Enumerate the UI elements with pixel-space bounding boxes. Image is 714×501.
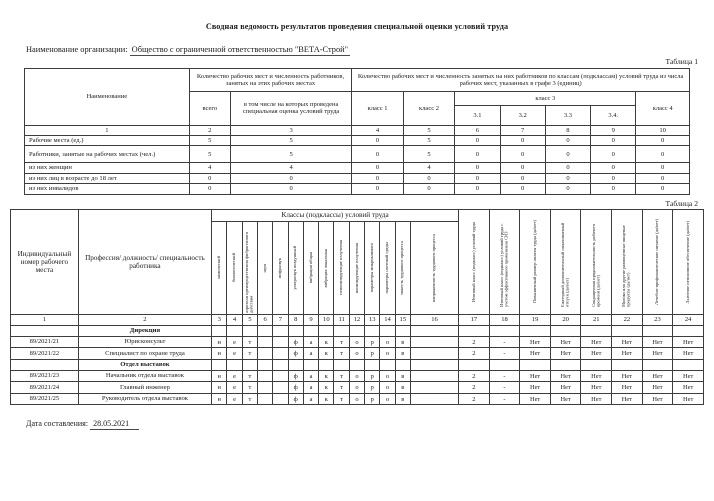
t2-num: 24 [673, 314, 704, 325]
t2-head-factor-ionizing [349, 221, 364, 314]
t2-guarantee-cell: Нет [581, 348, 612, 360]
t2-factor-cell: о [349, 348, 364, 360]
t1-head-name: Наименование [25, 68, 190, 125]
table2-section-row [11, 325, 704, 336]
t2-num: 21 [581, 314, 612, 325]
t2-profession: Главный инженер [78, 382, 211, 394]
t2-head-guarantee-hours-text: Сокращенная продолжительность рабочего времени (да/нет) [590, 223, 601, 307]
t2-factor-cell: р [365, 336, 380, 348]
t1-head-total: всего [189, 91, 230, 125]
t2-factor-cell: р [365, 393, 380, 405]
t2-head-factor-intensity [410, 221, 458, 314]
t2-factor-cell [258, 348, 273, 360]
t2-head-factor-light-text: параметры световой среды [384, 242, 390, 294]
t1-cell: 5 [189, 146, 230, 163]
t2-workplace-number: 89/2021/25 [11, 393, 79, 405]
t2-guarantee-cell: Нет [520, 348, 551, 360]
t2-factor-cell: ф [288, 336, 303, 348]
t1-head-count-group: Количество рабочих мест и численность работников, занятых на этих рабочих местах [189, 68, 352, 91]
t2-factor-cell: к [319, 370, 334, 382]
t1-cell: 0 [545, 184, 590, 195]
t1-cell: 0 [189, 184, 230, 195]
t1-cell: 0 [455, 146, 500, 163]
t2-section-empty [11, 325, 79, 336]
t2-head-factor-aerosols-text: аэрозоли преимущественно фиброгенного действия [244, 231, 254, 313]
t2-factor-cell: н [212, 370, 227, 382]
t2-guarantee-cell: Нет [612, 348, 643, 360]
t2-factor-cell [258, 393, 273, 405]
t1-num-3: 3 [230, 125, 351, 135]
t1-num-6: 6 [455, 125, 500, 135]
table-row [25, 135, 690, 146]
t2-head-final-class-ppe-text: Итоговый класс (подкласс) условий труда с учетом эффективного применения СИЗ [498, 223, 509, 307]
t2-num: 22 [612, 314, 643, 325]
t1-row-label: из них инвалидов [25, 184, 190, 195]
t2-head-workplace-number: Индивидуальный номер рабочего места [11, 209, 79, 314]
t2-factor-cell: т [242, 348, 257, 360]
t2-factor-cell: а [303, 393, 318, 405]
t2-head-guarantee-pay-text: Повышенный размер оплаты труда (да/нет) [531, 220, 537, 304]
t2-factor-cell: о [349, 370, 364, 382]
t2-factor-cell: е [227, 382, 242, 394]
t2-factor-cell [410, 348, 458, 360]
t2-workplace-number: 89/2021/22 [11, 348, 79, 360]
t2-guarantee-cell: Нет [642, 348, 673, 360]
t2-factor-cell [258, 382, 273, 394]
t2-profession: Юрисконсульт [78, 336, 211, 348]
t2-factor-cell: в [395, 382, 410, 394]
t1-cell: 5 [189, 135, 230, 146]
t2-head-guarantee-milk [612, 209, 643, 314]
t2-factor-cell: о [380, 336, 395, 348]
t2-factor-cell: т [334, 370, 349, 382]
t2-factor-cell: о [380, 348, 395, 360]
table-row [25, 146, 690, 163]
t2-head-factor-ultrasound-text: ультразвук воздушный [292, 246, 298, 290]
t2-head-final-class-text: Итоговый класс (подкласс) условий труда [470, 221, 476, 302]
t2-guarantee-cell: Нет [550, 382, 581, 394]
t2-final-class: 2 [459, 370, 490, 382]
document-page [0, 22, 714, 501]
t2-head-final-class-ppe [489, 209, 520, 314]
t2-factor-cell: о [380, 370, 395, 382]
t1-cell: 5 [403, 146, 454, 163]
t2-num: 23 [642, 314, 673, 325]
t2-head-factor-biological [227, 221, 242, 314]
t2-factor-cell: в [395, 393, 410, 405]
t2-factor-cell: о [380, 382, 395, 394]
t2-final-class: 2 [459, 336, 490, 348]
t1-row-label: из них лиц в возрасте до 18 лет [25, 173, 190, 184]
t2-num: 3 [212, 314, 227, 325]
t2-num: 12 [349, 314, 364, 325]
t1-cell: 0 [500, 135, 545, 146]
t1-cell: 0 [352, 173, 403, 184]
t2-num: 13 [365, 314, 380, 325]
t1-cell: 0 [455, 163, 500, 174]
table-row [25, 184, 690, 195]
t2-final-class-ppe: - [489, 393, 520, 405]
t1-cell: 0 [352, 184, 403, 195]
t2-factor-cell [273, 382, 288, 394]
t2-head-guarantee-pay [520, 209, 551, 314]
t2-factor-cell: т [334, 393, 349, 405]
t1-num-8: 8 [545, 125, 590, 135]
t2-final-class-ppe: - [489, 370, 520, 382]
t2-head-factor-aerosols [242, 221, 257, 314]
t2-guarantee-cell: Нет [581, 393, 612, 405]
t2-head-guarantee-vacation [550, 209, 581, 314]
t2-factor-cell: а [303, 370, 318, 382]
t1-cell: 0 [591, 135, 636, 146]
t1-head-class4: класс 4 [636, 91, 690, 125]
t2-factor-cell: ф [288, 393, 303, 405]
t1-row-label: Работники, занятые на рабочих местах (чел.) [25, 146, 190, 163]
t2-guarantee-cell: Нет [612, 382, 643, 394]
t2-factor-cell: а [303, 348, 318, 360]
t1-cell: 0 [591, 184, 636, 195]
t2-factor-cell: н [212, 382, 227, 394]
t1-num-2: 2 [189, 125, 230, 135]
date-value: 28.05.2021 [90, 419, 139, 430]
t2-head-factor-nonionizing [334, 221, 349, 314]
organization-label: Наименование организации: [26, 44, 128, 54]
table1-numbering-row [25, 125, 690, 135]
t2-num: 1 [11, 314, 79, 325]
t1-num-7: 7 [500, 125, 545, 135]
t2-num: 20 [550, 314, 581, 325]
t2-final-class: 2 [459, 382, 490, 394]
t1-cell: 0 [189, 173, 230, 184]
table-row [25, 163, 690, 174]
t2-head-factor-vibration-local-text: вибрация локальная [322, 248, 328, 288]
t1-cell: 0 [500, 173, 545, 184]
t2-factor-cell: а [303, 336, 318, 348]
t2-head-guarantee-vacation-text: Ежегодный дополнительный оплачиваемый отпуск (да/нет) [559, 222, 570, 307]
t2-num: 18 [489, 314, 520, 325]
t1-num-10: 10 [636, 125, 690, 135]
t2-factor-cell: а [303, 382, 318, 394]
t2-factor-cell: н [212, 336, 227, 348]
t2-head-factor-ionizing-text: ионизирующие излучения [353, 242, 359, 293]
t1-cell: 0 [455, 184, 500, 195]
t2-num: 9 [303, 314, 318, 325]
t2-guarantee-cell: Нет [520, 393, 551, 405]
t2-factor-cell [273, 348, 288, 360]
t2-final-class: 2 [459, 348, 490, 360]
t2-guarantee-cell: Нет [673, 336, 704, 348]
t2-guarantee-cell: Нет [642, 370, 673, 382]
t2-num: 15 [395, 314, 410, 325]
t2-factor-cell: т [334, 382, 349, 394]
t2-factor-cell: к [319, 348, 334, 360]
t2-guarantee-cell: Нет [520, 370, 551, 382]
t2-head-factor-intensity-text: напряженность трудового процесса [431, 233, 437, 302]
t2-head-factor-noise [258, 221, 273, 314]
t2-factor-cell: т [334, 348, 349, 360]
t2-head-guarantee-nutrition [642, 209, 673, 314]
t2-guarantee-cell: Нет [520, 336, 551, 348]
t1-cell: 0 [500, 163, 545, 174]
t2-factor-cell: е [227, 393, 242, 405]
t2-final-class-ppe: - [489, 382, 520, 394]
t2-num: 11 [334, 314, 349, 325]
t2-factor-cell [273, 393, 288, 405]
t1-num-9: 9 [591, 125, 636, 135]
t2-factor-cell [273, 336, 288, 348]
t2-section-label: Дирекция [78, 325, 211, 336]
t2-guarantee-cell: Нет [612, 336, 643, 348]
t2-num: 14 [380, 314, 395, 325]
t1-cell: 0 [636, 163, 690, 174]
t1-cell: 4 [403, 163, 454, 174]
t2-head-guarantee-pension-text: Льготное пенсионное обеспечение (да/нет) [684, 220, 690, 304]
t1-cell: 0 [545, 146, 590, 163]
t1-cell: 0 [591, 163, 636, 174]
t2-profession: Специалист по охране труда [78, 348, 211, 360]
t1-num-1: 1 [25, 125, 190, 135]
t2-head-factor-vibration-general [303, 221, 318, 314]
t2-head-factor-infrasound-text: инфразвук [277, 257, 283, 278]
t2-factor-cell: е [227, 348, 242, 360]
t2-profession: Руководитель отдела выставок [78, 393, 211, 405]
t1-cell: 0 [636, 135, 690, 146]
date-label: Дата составления: [26, 419, 89, 429]
t2-factor-cell: ф [288, 382, 303, 394]
table1-header-row-1 [25, 68, 690, 91]
t2-guarantee-cell: Нет [581, 336, 612, 348]
t2-guarantee-cell: Нет [673, 393, 704, 405]
t2-head-factor-microclimate [365, 221, 380, 314]
t2-final-class: 2 [459, 393, 490, 405]
t1-cell: 0 [500, 146, 545, 163]
t1-head-class3-2: 3.2 [500, 105, 545, 125]
t1-cell: 5 [403, 135, 454, 146]
t2-num: 4 [227, 314, 242, 325]
t2-final-class-ppe: - [489, 348, 520, 360]
t1-head-class3-3: 3.3 [545, 105, 590, 125]
t2-head-factor-biological-text: биологический [231, 253, 237, 283]
t2-guarantee-cell: Нет [612, 393, 643, 405]
t2-profession: Начальник отдела выставок [78, 370, 211, 382]
t2-factor-cell: к [319, 336, 334, 348]
t2-num: 2 [78, 314, 211, 325]
t2-factor-cell: т [242, 370, 257, 382]
table1-wrapper [24, 68, 714, 195]
t1-row-label: Рабочие места (ед.) [25, 135, 190, 146]
t1-head-class3-4: 3.4. [591, 105, 636, 125]
t2-factor-cell: о [349, 382, 364, 394]
t2-guarantee-cell: Нет [642, 336, 673, 348]
organization-name: Общество с ограниченной ответственностью "ВЕТА-Строй" [131, 44, 349, 54]
t2-head-classes-group: Классы (подклассы) условий труда [212, 209, 459, 221]
t1-cell: 0 [230, 173, 351, 184]
t2-factor-cell [410, 370, 458, 382]
t2-head-factor-vibration-local [319, 221, 334, 314]
t2-head-guarantee-pension [673, 209, 704, 314]
t2-factor-cell: в [395, 370, 410, 382]
t2-factor-cell: к [319, 382, 334, 394]
t2-factor-cell: в [395, 336, 410, 348]
t1-cell: 0 [230, 184, 351, 195]
t2-guarantee-cell: Нет [673, 348, 704, 360]
t2-guarantee-cell: Нет [642, 393, 673, 405]
t2-factor-cell: в [395, 348, 410, 360]
t2-section-empty [11, 359, 79, 370]
t2-factor-cell: р [365, 382, 380, 394]
t2-guarantee-cell: Нет [520, 382, 551, 394]
t2-factor-cell [410, 382, 458, 394]
page-title: Сводная ведомость результатов проведения специальной оценки условий труда [205, 22, 509, 31]
t2-factor-cell [258, 370, 273, 382]
t1-cell: 0 [636, 184, 690, 195]
t2-num: 8 [288, 314, 303, 325]
t1-cell: 0 [591, 173, 636, 184]
t2-head-factor-severity-text: тяжесть трудового процесса [399, 240, 405, 295]
table-row [11, 348, 704, 360]
t1-cell: 0 [545, 135, 590, 146]
t2-factor-cell: т [242, 382, 257, 394]
t2-head-factor-noise-text: шум [261, 263, 267, 273]
t2-num: 6 [258, 314, 273, 325]
t2-factor-cell: о [349, 336, 364, 348]
t1-cell: 0 [545, 163, 590, 174]
t1-head-class2: класс 2 [403, 91, 454, 125]
t1-num-4: 4 [352, 125, 403, 135]
t1-cell: 0 [352, 163, 403, 174]
organization-line [26, 45, 714, 54]
t2-guarantee-cell: Нет [550, 336, 581, 348]
t2-num: 5 [242, 314, 257, 325]
t2-factor-cell: о [380, 393, 395, 405]
t2-num: 17 [459, 314, 490, 325]
t1-head-class3-1: 3.1 [455, 105, 500, 125]
t2-factor-cell: р [365, 348, 380, 360]
t2-guarantee-cell: Нет [581, 382, 612, 394]
t2-head-profession: Профессия/ должность/ специальность работника [78, 209, 211, 314]
t1-row-label: из них женщин [25, 163, 190, 174]
t2-factor-cell [410, 393, 458, 405]
t2-factor-cell: е [227, 370, 242, 382]
t2-factor-cell: ф [288, 370, 303, 382]
t2-factor-cell: т [334, 336, 349, 348]
t2-head-factor-ultrasound [288, 221, 303, 314]
t2-factor-cell: е [227, 336, 242, 348]
t2-head-guarantee-nutrition-text: Лечебно-профилактическое питание (да/нет) [654, 218, 660, 305]
t1-cell: 0 [403, 184, 454, 195]
t2-guarantee-cell: Нет [550, 348, 581, 360]
t2-workplace-number: 89/2021/24 [11, 382, 79, 394]
t2-factor-cell: ф [288, 348, 303, 360]
t2-guarantee-cell: Нет [642, 382, 673, 394]
t2-workplace-number: 89/2021/23 [11, 370, 79, 382]
t2-factor-cell: р [365, 370, 380, 382]
t1-num-5: 5 [403, 125, 454, 135]
t2-num: 16 [410, 314, 458, 325]
t1-head-class1: класс 1 [352, 91, 403, 125]
t2-factor-cell: н [212, 348, 227, 360]
t2-head-factor-light [380, 221, 395, 314]
table2-section-row [11, 359, 704, 370]
t1-cell: 4 [230, 163, 351, 174]
t2-workplace-number: 89/2021/21 [11, 336, 79, 348]
t2-factor-cell: т [242, 336, 257, 348]
t2-num: 7 [273, 314, 288, 325]
table-row [11, 336, 704, 348]
t1-head-classes-group: Количество рабочих мест и численность занятых на них работников по классам (подклассам) условий труда из числа рабочих мест, указанных в графе 3 (единиц) [352, 68, 690, 91]
t2-factor-cell [258, 336, 273, 348]
t1-cell: 0 [636, 173, 690, 184]
table-row [11, 393, 704, 405]
t2-head-final-class [459, 209, 490, 314]
t2-guarantee-cell: Нет [612, 370, 643, 382]
t1-cell: 0 [352, 135, 403, 146]
summary-table-1 [24, 68, 690, 195]
t2-guarantee-cell: Нет [550, 370, 581, 382]
date-line [26, 419, 714, 428]
t1-cell: 0 [636, 146, 690, 163]
t2-final-class-ppe: - [489, 336, 520, 348]
t2-head-factor-severity [395, 221, 410, 314]
t2-head-factor-infrasound [273, 221, 288, 314]
t1-cell: 0 [455, 135, 500, 146]
table-row [11, 370, 704, 382]
t2-head-guarantee-hours [581, 209, 612, 314]
t1-head-of-which: в том числе на которых проведена специальная оценка условий труда [230, 91, 351, 125]
t2-num: 10 [319, 314, 334, 325]
t1-head-class3: класс 3 [455, 91, 636, 105]
table2-caption: Таблица 2 [665, 198, 698, 208]
t2-section-label: Отдел выставок [78, 359, 211, 370]
t2-head-factor-chemical-text: химический [215, 256, 221, 280]
t2-factor-cell [273, 370, 288, 382]
t2-head-factor-chemical [212, 221, 227, 314]
t2-num: 19 [520, 314, 551, 325]
t2-factor-cell: т [242, 393, 257, 405]
t1-cell: 5 [230, 146, 351, 163]
t1-cell: 0 [500, 184, 545, 195]
t1-cell: 0 [352, 146, 403, 163]
table-row [11, 382, 704, 394]
t1-cell: 5 [230, 135, 351, 146]
t2-factor-cell: о [349, 393, 364, 405]
t1-cell: 0 [455, 173, 500, 184]
table-row [25, 173, 690, 184]
t2-guarantee-cell: Нет [673, 382, 704, 394]
t2-head-factor-microclimate-text: параметры микроклимата [368, 243, 374, 293]
t2-guarantee-cell: Нет [581, 370, 612, 382]
t1-cell: 0 [591, 146, 636, 163]
t1-cell: 0 [403, 173, 454, 184]
table2-wrapper [10, 209, 714, 406]
table2-header-row-1 [11, 209, 704, 221]
t2-factor-cell: к [319, 393, 334, 405]
t2-guarantee-cell: Нет [673, 370, 704, 382]
t2-factor-cell: н [212, 393, 227, 405]
workplace-table-2 [10, 209, 704, 406]
table1-caption: Таблица 1 [665, 56, 698, 66]
t1-cell: 0 [545, 173, 590, 184]
t2-head-guarantee-milk-text: Молоко или другие равноценные пищевые продукты (да/нет) [621, 224, 631, 307]
t2-head-factor-nonionizing-text: неионизирующие излучения [338, 240, 344, 296]
t2-guarantee-cell: Нет [550, 393, 581, 405]
t2-factor-cell [410, 336, 458, 348]
t1-cell: 4 [189, 163, 230, 174]
t2-head-factor-vibration-general-text: вибрация общая [307, 252, 313, 284]
table2-numbering-row [11, 314, 704, 325]
